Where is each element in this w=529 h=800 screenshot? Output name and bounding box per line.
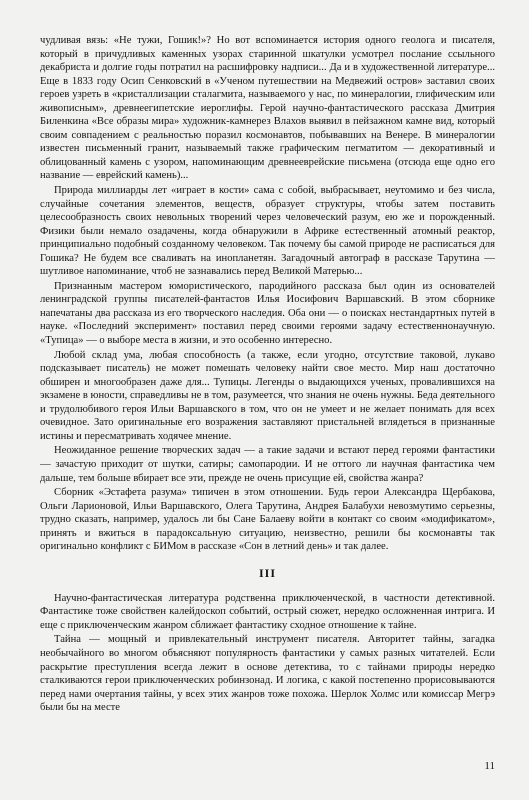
paragraph: Тайна — мощный и привлекательный инструмент писателя. Авторитет тайны, загадка необычайного во многом объясняют популярность фантастики у самых разных читателей. Если раскрытие преступления всегда лежит в основе детектива, то с тайнами природы нередко сталкиваются герои приключенческих робинзонад. И логика, с какой постепенно прорисовываются перед нами очертания тайны, у всех этих жанров тоже похожа. Шерлок Холмс или комиссар Мегрэ были бы на месте bbox=[40, 634, 495, 714]
text-block-bottom bbox=[40, 592, 495, 715]
paragraph: Любой склад ума, любая способность (а также, если угодно, отсутствие таковой, лукаво подсказывает писатель) не может помешать человеку найти свое место. Мир наш достаточно обширен и многообразен даже для... Тупицы. Легенды о выдающихся ученых, провалившихся на экзамене в юности, справедливы не в том, разумеется, что знания не очень нужны. Беда деятельного и трудолюбивого героя Ильи Варшавского в том, что он не умеет и не желает понимать для всех очевидное. Зато оригинальные его возражения заставляют пристальней вглядеться в признанные истины и пересматривать ходячее мнение. bbox=[40, 349, 495, 442]
paragraph: Признанным мастером юмористического, пародийного рассказа был один из основателей ленинградской группы писателей-фантастов Илья Иосифович Варшавский. В этом сборнике напечатаны два рассказа из его творческого наследия. Оба они — о поисках нестандартных путей в науке. «Последний эксперимент» поставил перед своими героями задачу естественнонаучную. «Тупица» — о выборе места в жизни, и это особенно интересно. bbox=[40, 280, 495, 347]
section-heading: III bbox=[258, 565, 276, 580]
paragraph: Научно-фантастическая литература родственна приключенческой, в частности детективной. Фантастике тоже свойствен калейдоскоп событий, острый сюжет, нередко осложненная интрига. И еще с приключенческим жанром сближает фантастику сходное отношение к тайне. bbox=[40, 592, 495, 631]
paragraph: Сборник «Эстафета разума» типичен в этом отношении. Будь герои Александра Щербакова, Ольги Ларионовой, Ильи Варшавского, Олега Тарутина, Андрея Балабухи невозмутимо серьезны, трудно сказать, например, удалось ли бы Сане Балаеву войти в контакт со своим «модификатом», принять и вжиться в парадоксальную ситуацию, неизвестно, решили бы космонавты так оригинально конфликт с БИМом в рассказе «Сон в летний день» и так далее. bbox=[40, 487, 495, 553]
paragraph: Неожиданное решение творческих задач — а такие задачи и встают перед героями фантастики — зачастую приходит от шутки, сатиры; самопародии. И не оттого ли научная фантастика чем дальше, тем больше вбирает все эти, прежде не очень присущие ей, свойства жанра? bbox=[40, 445, 495, 484]
page-number: 11 bbox=[484, 760, 495, 772]
paragraph: чудливая вязь: «Не тужи, Гошик!»? Но вот вспоминается история одного геолога и писателя, который в причудливых каменных узорах старинной шкатулки усмотрел послание ссыльного декабриста и долгие годы потратил на расшифровку надписи... Да и в художественной литературе... Еще в 1833 году Осип Сенковский в «Ученом путешествии на Медвежий остров» заставил своих героев узреть в «кристаллизации сталагмита, называемого у нас, по минералогии, глифическим или живописным», древнеегипетские иероглифы. Герой научно-фантастического рассказа Дмитрия Биленкина «Все образы мира» художник-камнерез Влахов выявил в пейзажном камне вид, который своим совпадением с реальностью поразил космонавтов, побывавших на Венере. В минералогии известен письменный гранит, называемый также графическим пегматитом — декоративный и облицованный камень с узором, напоминающим древнееврейские письмена (отсюда еще одно его название — еврейский камень)... bbox=[40, 35, 495, 182]
paragraph: Природа миллиарды лет «играет в кости» сама с собой, выбрасывает, неутомимо и без числа, случайные сочетания элементов, веществ, образует структуры, чтобы затем поставить целесообразность своих невольных творений через человеческий разум, ею же и порожденный. Физики были немало озадачены, когда обнаружили в Африке естественный атомный реактор, принципиально подобный созданному человеком. Так почему бы самой природе не расписаться для Гошика? Не будем все сваливать на инопланетян. Загадочный автограф в рассказе Тарутина — шутливое напоминание, чтоб не зазнавались перед Великой Матерью... bbox=[40, 185, 495, 278]
text-block-top bbox=[40, 34, 495, 554]
